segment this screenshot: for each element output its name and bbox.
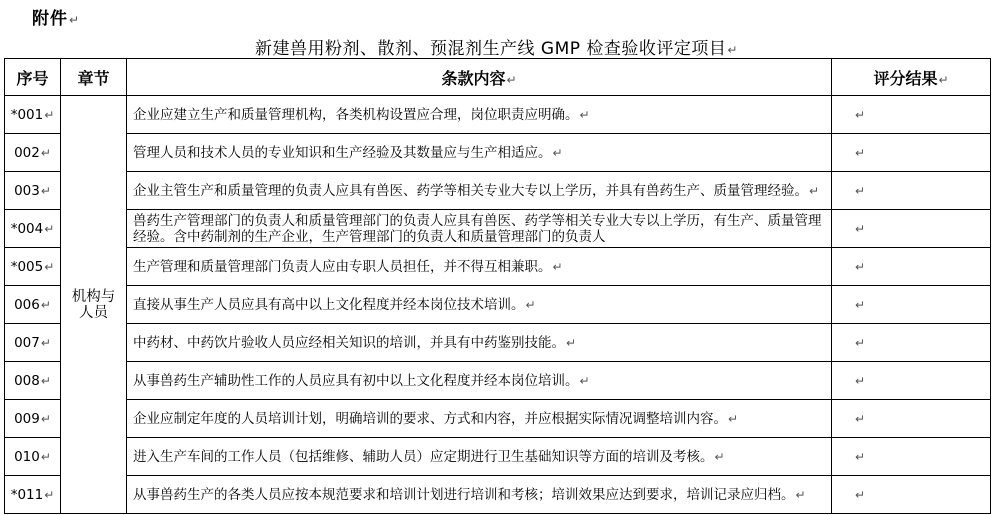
score-cell[interactable]: ↵: [832, 400, 991, 438]
clause-text: 从事兽药生产辅助性工作的人员应具有初中以上文化程度并经本岗位培训。↵: [127, 362, 832, 400]
item-number: *004↵: [5, 210, 61, 248]
score-cell[interactable]: ↵: [832, 476, 991, 514]
item-number: 008↵: [5, 362, 61, 400]
clause-text: 从事兽药生产的各类人员应按本规范要求和培训计划进行培训和考核；培训效果应达到要求，培训记录应归档。↵: [127, 476, 832, 514]
item-number: 006↵: [5, 286, 61, 324]
item-number: *011↵: [5, 476, 61, 514]
score-cell[interactable]: ↵: [832, 134, 991, 172]
item-number: 010↵: [5, 438, 61, 476]
column-header-clause: 条款内容↵: [127, 59, 832, 96]
table-row: [5, 172, 991, 210]
chapter-cell: 机构与人员: [61, 96, 127, 514]
score-cell[interactable]: ↵: [832, 324, 991, 362]
column-header-number: 序号: [5, 59, 61, 96]
clause-text: 生产管理和质量管理部门负责人应由专职人员担任，并不得互相兼职。↵: [127, 248, 832, 286]
column-header-chapter: 章节: [61, 59, 127, 96]
score-cell[interactable]: ↵: [832, 210, 991, 248]
clause-text: 企业应建立生产和质量管理机构，各类机构设置应合理，岗位职责应明确。↵: [127, 96, 832, 134]
column-header-score: 评分结果↵: [832, 59, 991, 96]
clause-text: 进入生产车间的工作人员（包括维修、辅助人员）应定期进行卫生基础知识等方面的培训及考核。↵: [127, 438, 832, 476]
score-cell[interactable]: ↵: [832, 286, 991, 324]
table-row: [5, 362, 991, 400]
score-cell[interactable]: ↵: [832, 362, 991, 400]
document-title: 新建兽用粉剂、散剂、预混剂生产线 GMP 检查验收评定项目↵: [255, 39, 738, 59]
table-row: [5, 248, 991, 286]
clause-text: 企业应制定年度的人员培训计划，明确培训的要求、方式和内容，并应根据实际情况调整培训内容。↵: [127, 400, 832, 438]
clause-text: 企业主管生产和质量管理的负责人应具有兽医、药学等相关专业大专以上学历，并具有兽药生产、质量管理经验。↵: [127, 172, 832, 210]
clause-text: 直接从事生产人员应具有高中以上文化程度并经本岗位技术培训。↵: [127, 286, 832, 324]
table-row: [5, 210, 991, 248]
clause-text: 兽药生产管理部门的负责人和质量管理部门的负责人应具有兽医、药学等相关专业大专以上学历，有生产、质量管理经验。含中药制剂的生产企业，生产管理部门的负责人和质量管理部门的负责人: [127, 210, 832, 248]
inspection-table: [4, 58, 991, 514]
table-row: [5, 476, 991, 514]
clause-text: 管理人员和技术人员的专业知识和生产经验及其数量应与生产相适应。↵: [127, 134, 832, 172]
item-number: *001↵: [5, 96, 61, 134]
item-number: 009↵: [5, 400, 61, 438]
table-row: [5, 400, 991, 438]
item-number: *005↵: [5, 248, 61, 286]
table-row: [5, 96, 991, 134]
score-cell[interactable]: ↵: [832, 248, 991, 286]
clause-text: 中药材、中药饮片验收人员应经相关知识的培训，并具有中药鉴别技能。↵: [127, 324, 832, 362]
table-row: [5, 286, 991, 324]
score-cell[interactable]: ↵: [832, 438, 991, 476]
table-row: [5, 134, 991, 172]
attachment-label: 附件↵: [32, 9, 81, 29]
table-row: [5, 438, 991, 476]
table-header-row: [5, 59, 991, 96]
table-row: [5, 324, 991, 362]
item-number: 003↵: [5, 172, 61, 210]
item-number: 007↵: [5, 324, 61, 362]
score-cell[interactable]: ↵: [832, 96, 991, 134]
score-cell[interactable]: ↵: [832, 172, 991, 210]
item-number: 002↵: [5, 134, 61, 172]
